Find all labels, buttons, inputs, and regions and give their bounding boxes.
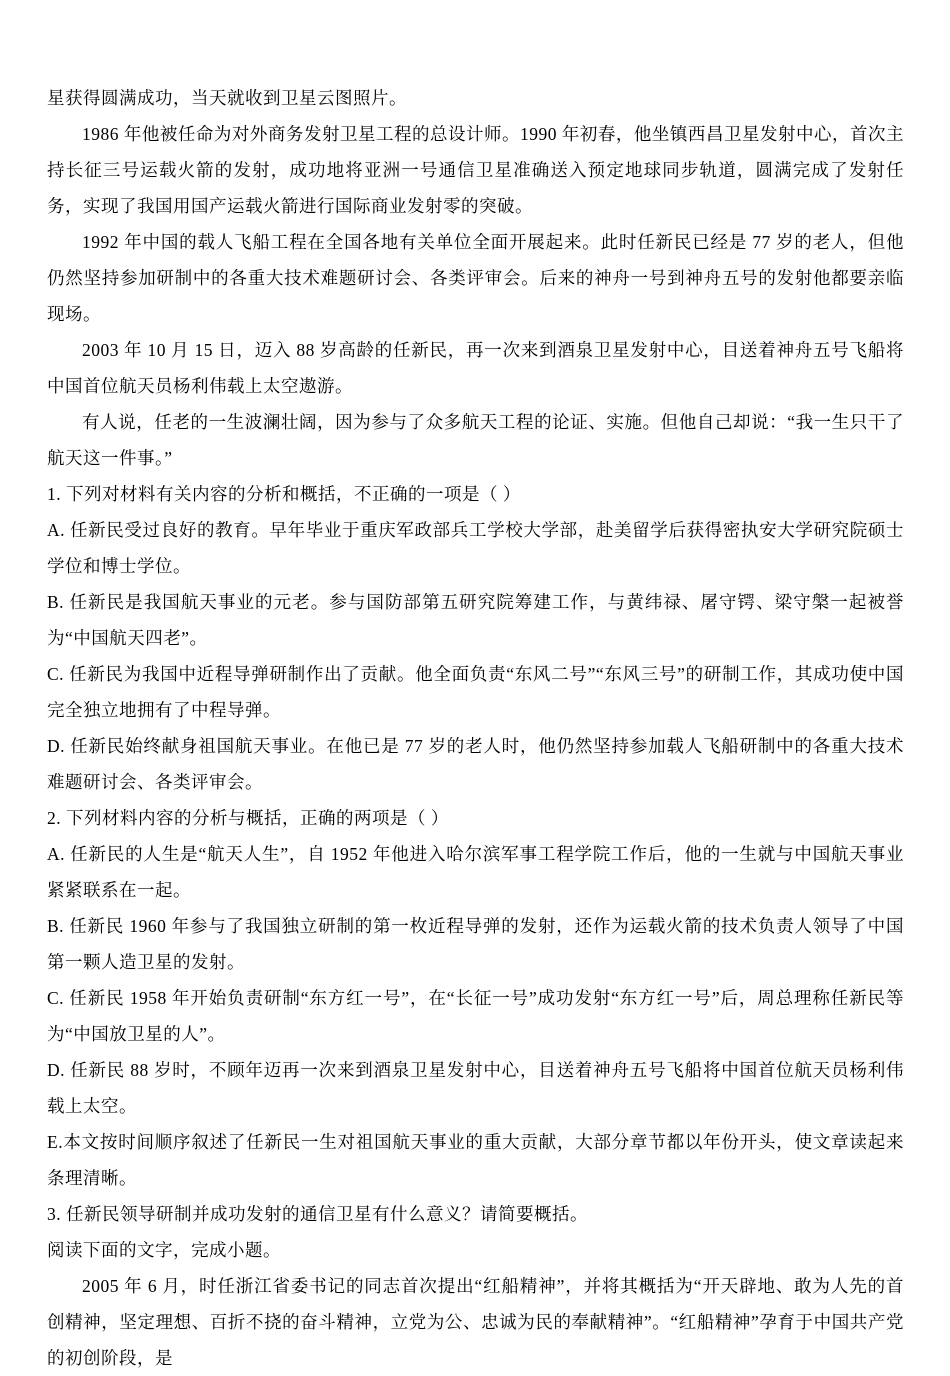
continuation-line: 星获得圆满成功，当天就收到卫星云图照片。 [47, 88, 407, 108]
paragraph-red-boat-spirit: 2005 年 6 月，时任浙江省委书记的同志首次提出“红船精神”，并将其概括为“开天辟地、敢为人先的首创精神，坚定理想、百折不挠的奋斗精神，立党为公、忠诚为民的奉献精神”。“红船精神”孕育于中国共产党的初创阶段，是 [47, 1276, 904, 1368]
question-1: 1. 下列对材料有关内容的分析和概括，不正确的一项是（ ） [47, 484, 521, 504]
question-1-option-b: B. 任新民是我国航天事业的元老。参与国防部第五研究院筹建工作，与黄纬禄、屠守锷、梁守槃一起被誉为“中国航天四老”。 [47, 592, 904, 648]
question-2-option-b: B. 任新民 1960 年参与了我国独立研制的第一枚近程导弹的发射，还作为运载火箭的技术负责人领导了中国第一颗人造卫星的发射。 [47, 916, 904, 972]
question-3: 3. 任新民领导研制并成功发射的通信卫星有什么意义？请简要概括。 [47, 1204, 588, 1224]
question-1-option-a: A. 任新民受过良好的教育。早年毕业于重庆军政部兵工学校大学部，赴美留学后获得密执安大学研究院硕士学位和博士学位。 [47, 520, 904, 576]
question-2-option-e: E.本文按时间顺序叙述了任新民一生对祖国航天事业的重大贡献，大部分章节都以年份开头，使文章读起来条理清晰。 [47, 1132, 904, 1188]
question-2-option-d: D. 任新民 88 岁时，不顾年迈再一次来到酒泉卫星发射中心，目送着神舟五号飞船将中国首位航天员杨利伟载上太空。 [47, 1060, 904, 1116]
reading-instruction: 阅读下面的文字，完成小题。 [47, 1240, 281, 1260]
question-2: 2. 下列材料内容的分析与概括，正确的两项是（ ） [47, 808, 449, 828]
paragraph-1992: 1992 年中国的载人飞船工程在全国各地有关单位全面开展起来。此时任新民已经是 77 岁的老人，但他仍然坚持参加研制中的各重大技术难题研讨会、各类评审会。后来的神舟一号到神舟五号的发射他都要亲临现场。 [47, 232, 904, 324]
question-1-option-c: C. 任新民为我国中近程导弹研制作出了贡献。他全面负责“东风二号”“东风三号”的研制工作，其成功使中国完全独立地拥有了中程导弹。 [47, 664, 904, 720]
paragraph-1986: 1986 年他被任命为对外商务发射卫星工程的总设计师。1990 年初春，他坐镇西昌卫星发射中心，首次主持长征三号运载火箭的发射，成功地将亚洲一号通信卫星准确送入预定地球同步轨道，圆满完成了发射任务，实现了我国用国产运载火箭进行国际商业发射零的突破。 [47, 124, 904, 216]
paragraph-summary-quote: 有人说，任老的一生波澜壮阔，因为参与了众多航天工程的论证、实施。但他自己却说：“我一生只干了航天这一件事。” [47, 412, 904, 468]
question-1-option-d: D. 任新民始终献身祖国航天事业。在他已是 77 岁的老人时，他仍然坚持参加载人飞船研制中的各重大技术难题研讨会、各类评审会。 [47, 736, 904, 792]
question-2-option-a: A. 任新民的人生是“航天人生”，自 1952 年他进入哈尔滨军事工程学院工作后，他的一生就与中国航天事业紧紧联系在一起。 [47, 844, 904, 900]
paragraph-2003: 2003 年 10 月 15 日，迈入 88 岁高龄的任新民，再一次来到酒泉卫星发射中心，目送着神舟五号飞船将中国首位航天员杨利伟载上太空遨游。 [47, 340, 904, 396]
document-body [47, 80, 904, 1376]
question-2-option-c: C. 任新民 1958 年开始负责研制“东方红一号”，在“长征一号”成功发射“东方红一号”后，周总理称任新民等为“中国放卫星的人”。 [47, 988, 904, 1044]
